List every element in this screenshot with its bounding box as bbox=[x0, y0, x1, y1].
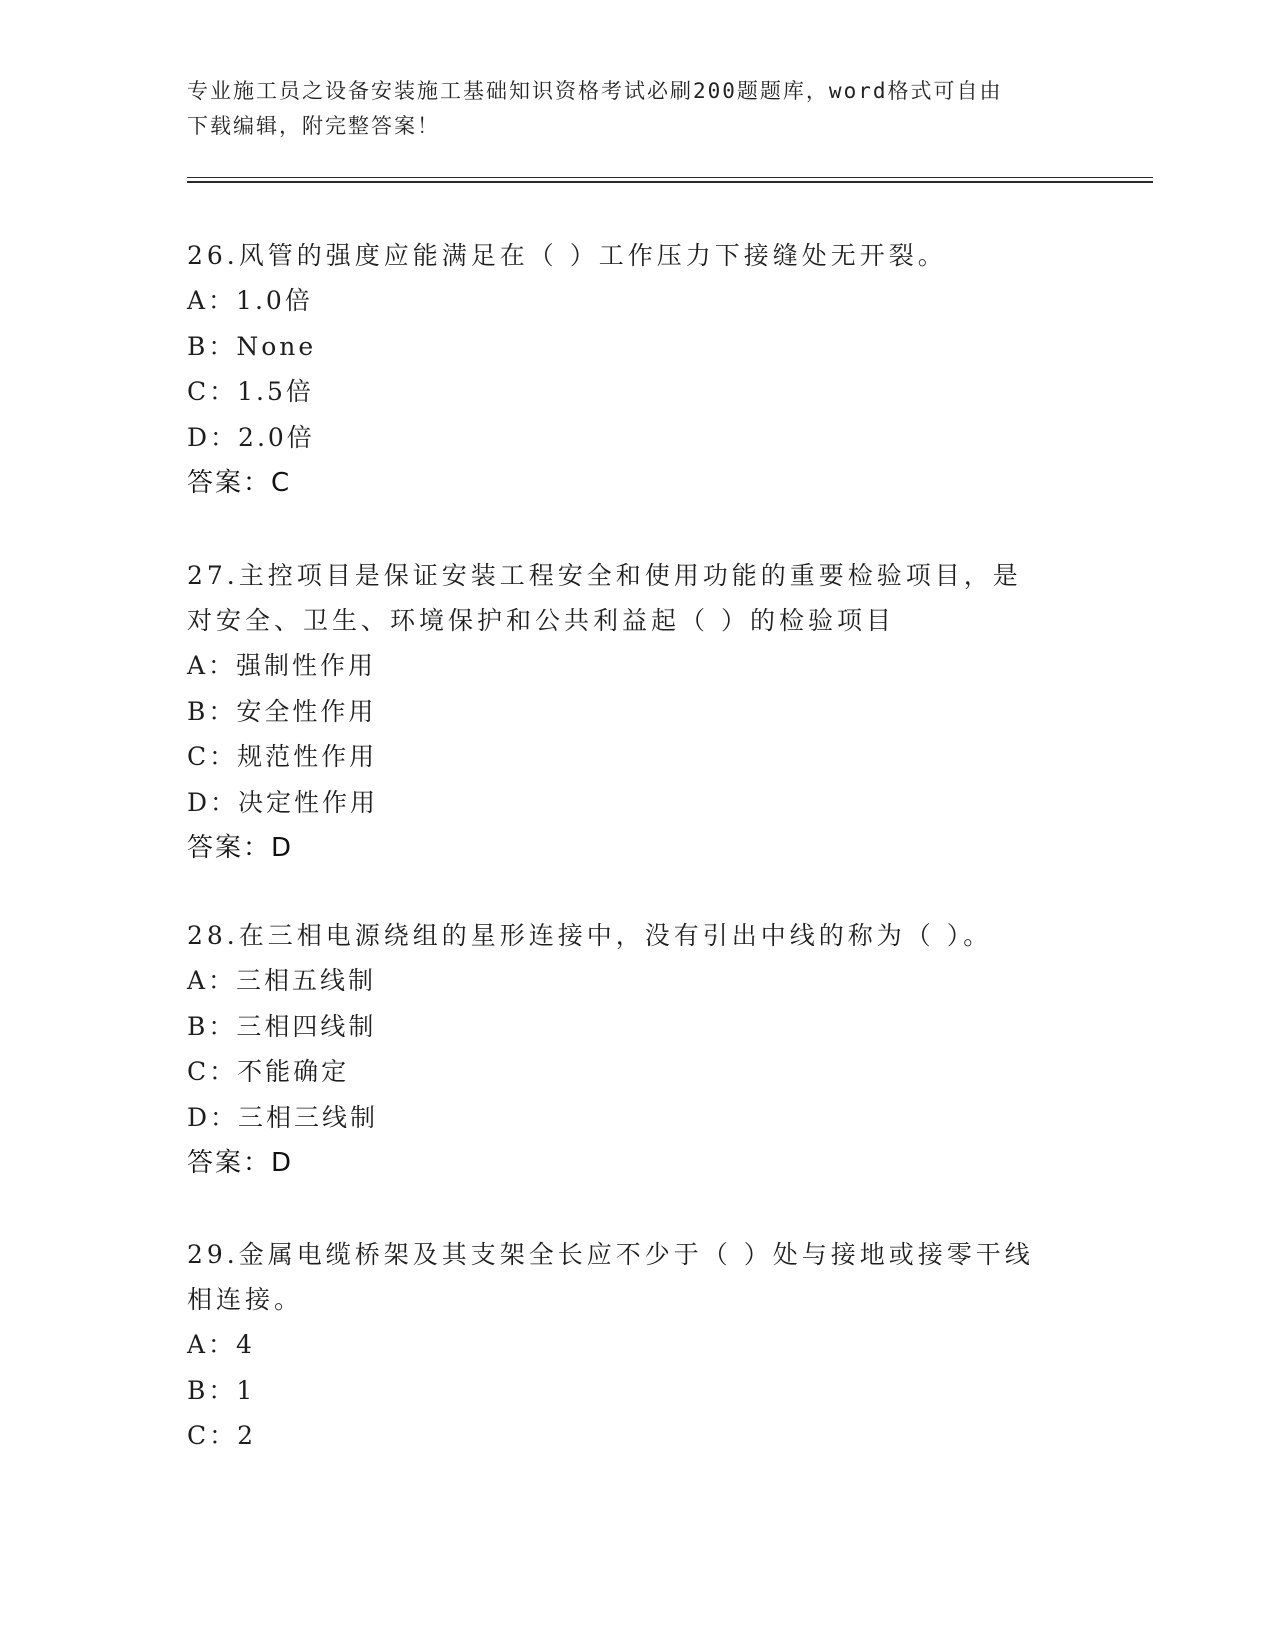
option-b: B：None bbox=[187, 331, 317, 361]
option-b: B：安全性作用 bbox=[187, 696, 377, 726]
question-29 bbox=[187, 1232, 1047, 1459]
header-line-1: 专业施工员之设备安装施工基础知识资格考试必刷200题题库，word格式可自由 bbox=[187, 79, 1003, 103]
question-27 bbox=[187, 553, 1047, 871]
document-header bbox=[187, 74, 1067, 144]
question-26 bbox=[187, 233, 1087, 506]
question-title: 26.风管的强度应能满足在（ ）工作压力下接缝处无开裂。 bbox=[187, 241, 947, 270]
option-a: A：4 bbox=[187, 1330, 255, 1359]
header-line-2: 下载编辑，附完整答案！ bbox=[187, 114, 440, 138]
answer-line: 答案：D bbox=[187, 1148, 294, 1178]
question-28 bbox=[187, 913, 1087, 1186]
option-d: D：三相三线制 bbox=[187, 1102, 379, 1132]
option-c: C：规范性作用 bbox=[187, 742, 378, 771]
option-c: C：2 bbox=[187, 1421, 257, 1450]
question-title: 28.在三相电源绕组的星形连接中，没有引出中线的称为（ ）。 bbox=[187, 921, 993, 950]
answer-line: 答案：C bbox=[187, 468, 292, 498]
header-divider-bottom bbox=[187, 181, 1153, 183]
option-b: B：1 bbox=[187, 1375, 256, 1405]
header-divider-top bbox=[187, 177, 1153, 178]
answer-line: 答案：D bbox=[187, 833, 294, 863]
question-title: 29.金属电缆桥架及其支架全长应不少于（ ）处与接地或接零干线相连接。 bbox=[187, 1240, 1034, 1314]
option-c: C：1.5倍 bbox=[187, 377, 314, 406]
option-d: D：决定性作用 bbox=[187, 787, 379, 817]
option-a: A：强制性作用 bbox=[187, 651, 377, 680]
option-a: A：1.0倍 bbox=[187, 286, 313, 315]
question-title: 27.主控项目是保证安装工程安全和使用功能的重要检验项目，是对安全、卫生、环境保护和公共利益起（ ）的检验项目 bbox=[187, 561, 1022, 635]
option-a: A：三相五线制 bbox=[187, 966, 377, 995]
option-c: C：不能确定 bbox=[187, 1057, 350, 1086]
option-d: D：2.0倍 bbox=[187, 422, 315, 452]
option-b: B：三相四线制 bbox=[187, 1011, 377, 1041]
